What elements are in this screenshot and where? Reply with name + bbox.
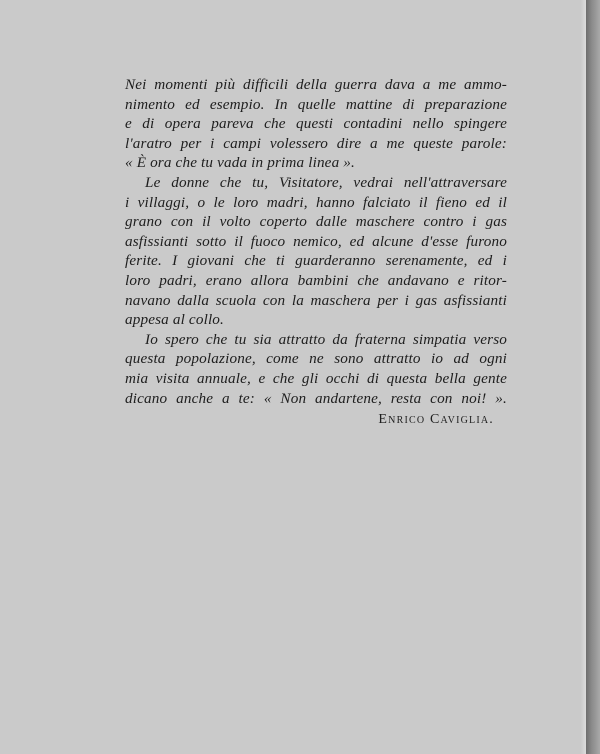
text-line: ferite. I giovani che ti guarderanno serenamente, ed i — [125, 252, 507, 270]
text-line: Nei momenti più difficili della guerra dava a me ammo- — [125, 76, 507, 93]
text-line: dicano anche a te: « Non andartene, resta con noi! ». — [125, 389, 507, 407]
body-text — [125, 75, 507, 408]
author-signature: Enrico Caviglia. — [378, 412, 494, 427]
text-line: asfissianti sotto il fuoco nemico, ed alcune d'esse furono — [125, 232, 507, 250]
text-line: Le donne che tu, Visitatore, vedrai nell'attraversare — [145, 173, 507, 191]
text-line: nimento ed esempio. In quelle mattine di preparazione — [125, 95, 507, 113]
paragraph-3 — [125, 330, 507, 408]
paragraph-1 — [125, 75, 507, 173]
text-line: e di opera pareva che questi contadini nello spingere — [125, 115, 507, 133]
text-line: appesa al collo. — [125, 311, 224, 329]
text-line: « È ora che tu vada in prima linea ». — [125, 154, 355, 172]
binding-shadow — [586, 0, 600, 754]
text-line: navano dalla scuola con la maschera per i gas asfissianti — [125, 291, 507, 309]
text-line: mia visita annuale, e che gli occhi di questa bella gente — [125, 369, 507, 387]
text-line: loro padri, erano allora bambini che andavano e ritor- — [125, 271, 507, 289]
text-line: i villaggi, o le loro madri, hanno falciato il fieno ed il — [125, 193, 507, 211]
text-line: l'aratro per i campi volessero dire a me queste parole: — [125, 134, 507, 152]
text-line: Io spero che tu sia attratto da fraterna simpatia verso — [145, 330, 507, 348]
paragraph-2 — [125, 173, 507, 330]
text-line: grano con il volto coperto dalle maschere contro i gas — [125, 213, 507, 231]
text-line: questa popolazione, come ne sono attratto io ad ogni — [125, 350, 507, 368]
